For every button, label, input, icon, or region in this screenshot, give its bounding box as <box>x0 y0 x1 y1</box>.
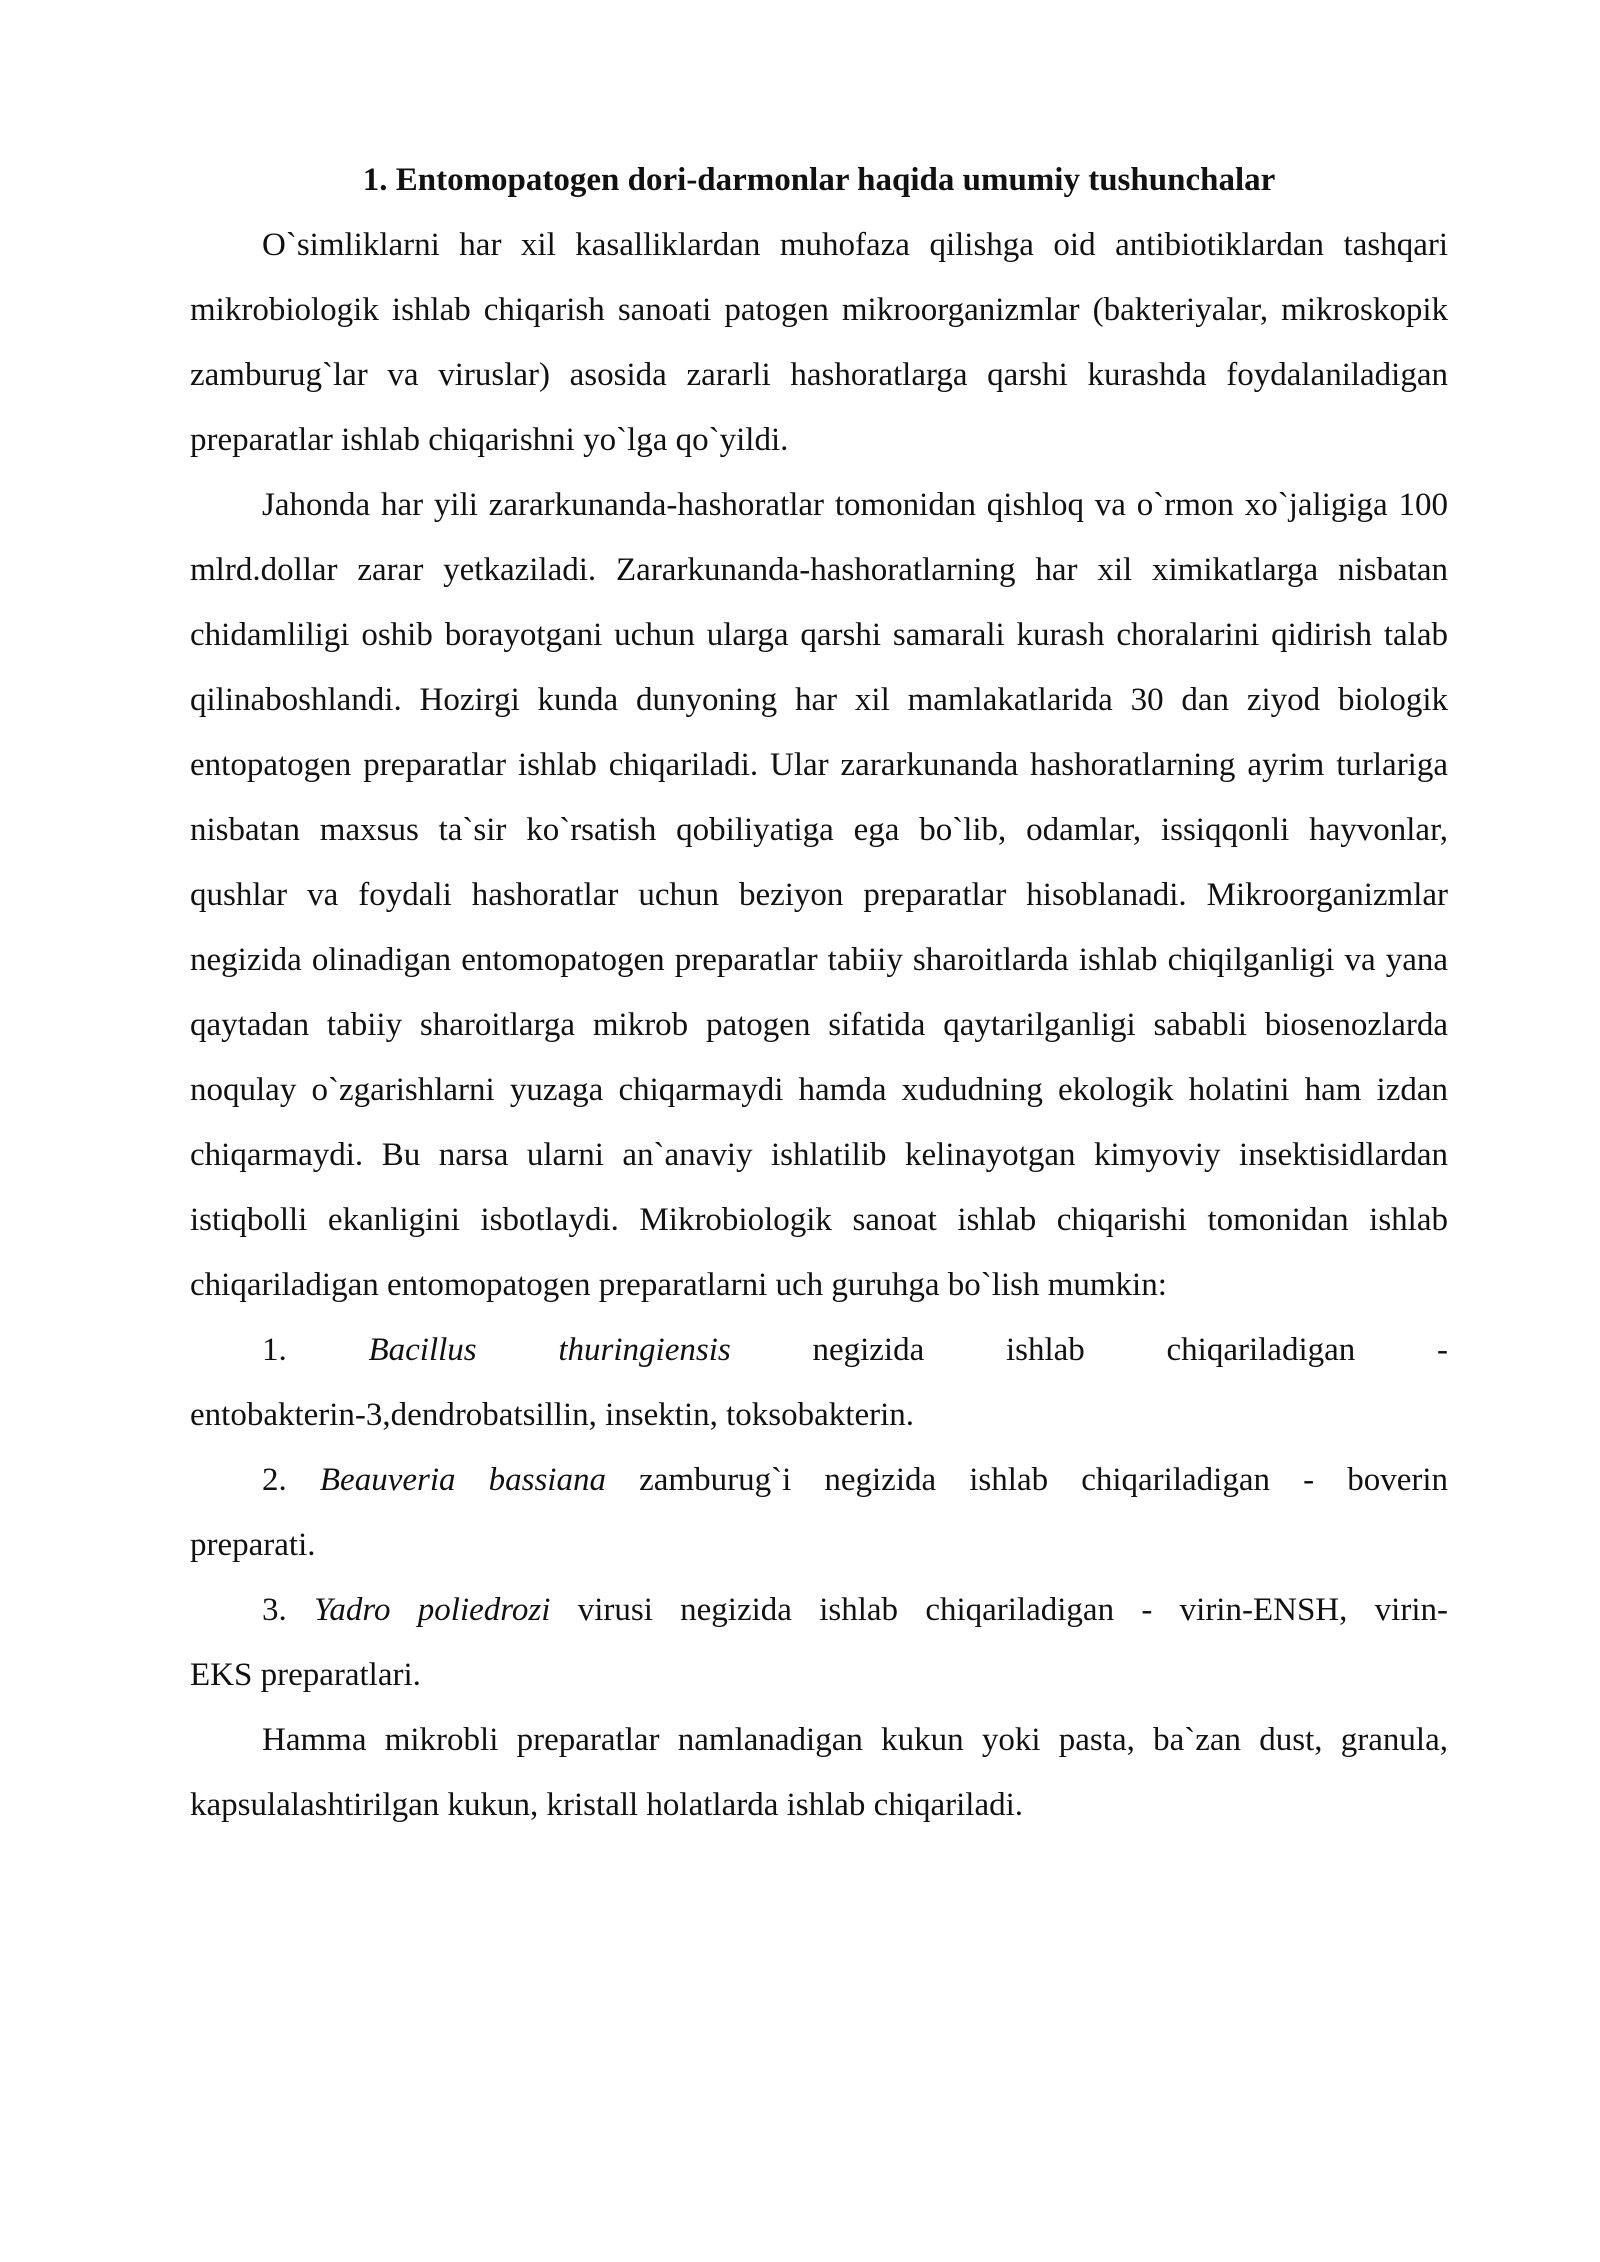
list-item-1 <box>190 1318 1448 1448</box>
list-item-2 <box>190 1448 1448 1578</box>
paragraph-intro: O`simliklarni har xil kasalliklardan muhofaza qilishga oid antibiotiklardan tashqari mikrobiologik ishlab chiqarish sanoati patogen mikroorganizmlar (bakteriyalar, mikroskopik zamburug`lar va viruslar) asosida zararli hashoratlarga qarshi kurashda foydalaniladigan preparatlar ishlab chiqarishni yo`lga qo`yildi. <box>190 227 1448 458</box>
document-page <box>190 148 1448 1838</box>
document-heading: 1. Entomopatogen dori-darmonlar haqida umumiy tushunchalar <box>362 162 1276 198</box>
list-text: virusi negizida ishlab chiqariladigan - virin-ENSH, virin- <box>577 1592 1448 1628</box>
list-text-continued: EKS preparatlari. <box>190 1657 421 1693</box>
list-number: 1. <box>262 1332 287 1368</box>
organism-name: Beauveria bassiana <box>319 1462 606 1498</box>
paragraph-main: Jahonda har yili zararkunanda-hashoratlar tomonidan qishloq va o`rmon xo`jaligiga 100 mlrd.dollar zarar yetkaziladi. Zararkunanda-hashoratlarning har xil ximikatlarga nisbatan chidamliligi oshib borayotgani uchun ularga qarshi samarali kurash choralarini qidirish talab qilinaboshlandi. Hozirgi kunda dunyoning har xil mamlakatlarida 30 dan ziyod biologik entopatogen preparatlar ishlab chiqariladi. Ular zararkunanda hashoratlarning ayrim turlariga nisbatan maxsus ta`sir ko`rsatish qobiliyatiga ega bo`lib, odamlar, issiqqonli hayvonlar, qushlar va foydali hashoratlar uchun beziyon preparatlar hisoblanadi. Mikroorganizmlar negizida olinadigan entomopatogen preparatlar tabiiy sharoitlarda ishlab chiqilganligi va yana qaytadan tabiiy sharoitlarga mikrob patogen sifatida qaytarilganligi sababli biosenozlarda noqulay o`zgarishlarni yuzaga chiqarmaydi hamda xududning ekologik holatini ham izdan chiqarmaydi. Bu narsa ularni an`anaviy ishlatilib kelinayotgan kimyoviy insektisidlardan istiqbolli ekanligini isbotlaydi. Mikrobiologik sanoat ishlab chiqarishi tomonidan ishlab chiqariladigan entomopatogen preparatlarni uch guruhga bo`lish mumkin: <box>190 487 1448 1303</box>
list-text-continued: preparati. <box>190 1527 316 1563</box>
list-text: zamburug`i negizida ishlab chiqariladigan - boverin <box>639 1462 1449 1498</box>
organism-name: Bacillus thuringiensis <box>368 1332 731 1368</box>
list-item-3 <box>190 1578 1448 1708</box>
list-number: 2. <box>262 1462 287 1498</box>
paragraph-closing: Hamma mikrobli preparatlar namlanadigan kukun yoki pasta, ba`zan dust, granula, kapsulalashtirilgan kukun, kristall holatlarda ishlab chiqariladi. <box>190 1722 1448 1823</box>
organism-name: Yadro poliedrozi <box>314 1592 551 1628</box>
list-text: negizida ishlab chiqariladigan - <box>812 1332 1448 1368</box>
list-text-continued: entobakterin-3,dendrobatsillin, insektin, toksobakterin. <box>190 1397 915 1433</box>
list-number: 3. <box>262 1592 287 1628</box>
